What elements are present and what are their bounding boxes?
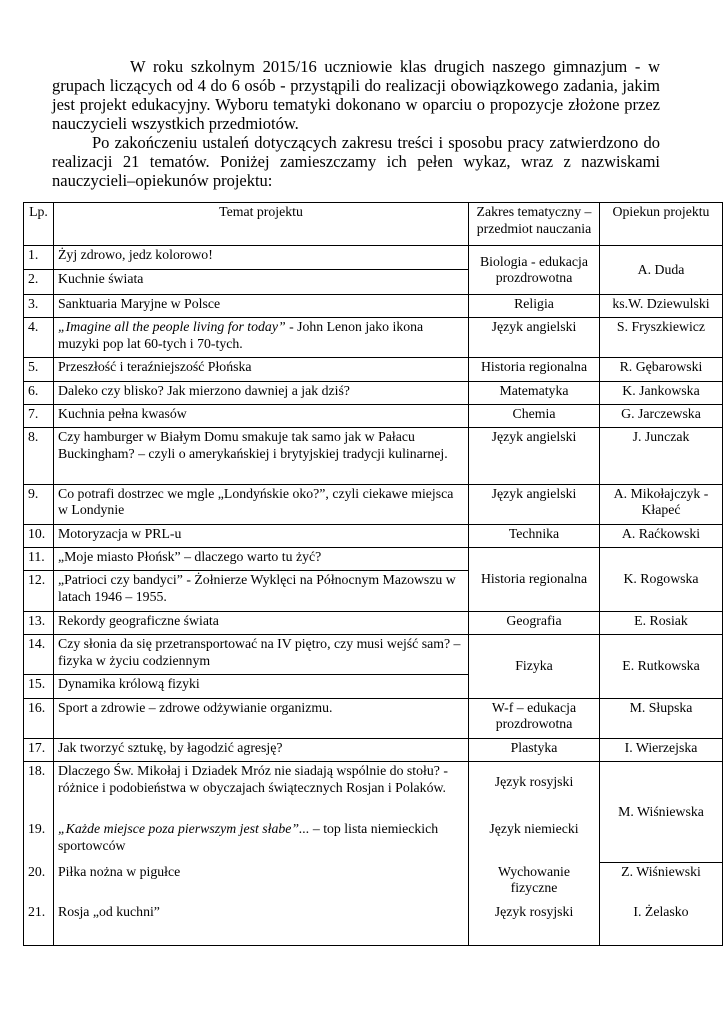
table-row (24, 381, 723, 404)
row-teacher: I. Żelasko (600, 903, 723, 945)
row-topic: „Moje miasto Płońsk” – dlaczego warto tu żyć? (54, 548, 469, 571)
row-topic: Przeszłość i teraźniejszość Płońska (54, 358, 469, 381)
intro-paragraph-2: Po zakończeniu ustaleń dotyczących zakresu treści i sposobu pracy zatwierdzono do realizacji 21 tematów. Poniżej zamieszczamy ich pełen wykaz, wraz z nazwiskami nauczycieli–opiekunów projektu: (52, 133, 660, 190)
table-row (24, 611, 723, 634)
row-lp: 9. (24, 484, 54, 524)
row-lp: 10. (24, 525, 54, 548)
row-teacher: ks.W. Dziewulski (600, 294, 723, 317)
table-header-row (24, 203, 723, 246)
row-topic: Dynamika królową fizyki (54, 675, 469, 698)
row-topic-rest: - John Lenon jako ikona muzyki pop lat 60-tych i 70-tych. (58, 319, 424, 351)
row-subject: Matematyka (469, 381, 600, 404)
row-subject: Religia (469, 294, 600, 317)
row-lp: 8. (24, 428, 54, 485)
row-topic: „Patrioci czy bandyci” - Żołnierze Wyklęci na Północnym Mazowszu w latach 1946 – 1955. (54, 571, 469, 611)
row-topic: Motoryzacja w PRL-u (54, 525, 469, 548)
row-teacher: A. Mikołajczyk - Kłapeć (600, 484, 723, 524)
row-lp: 11. (24, 548, 54, 571)
row-topic-italic: „Imagine all the people living for today” (58, 319, 286, 335)
row-subject: Język angielski (469, 318, 600, 358)
table-row (24, 294, 723, 317)
row-lp: 13. (24, 611, 54, 634)
row-topic: Dlaczego Św. Mikołaj i Dziadek Mróz nie siadają wspólnie do stołu? - różnice i podobieństwa w obyczajach świątecznych Rosjan i Polaków. (54, 762, 469, 821)
row-lp: 17. (24, 739, 54, 762)
table-row (24, 484, 723, 524)
row-subject: Plastyka (469, 739, 600, 762)
row-teacher: K. Jankowska (600, 381, 723, 404)
row-lp: 21. (24, 903, 54, 945)
row-topic: Żyj zdrowo, jedz kolorowo! (54, 246, 469, 269)
row-subject: Fizyka (469, 635, 600, 699)
row-subject: Język rosyjski (469, 762, 600, 821)
table-row (24, 358, 723, 381)
row-topic: Czy słonia da się przetransportować na IV piętro, czy musi wejść sam? – fizyka w życiu codziennym (54, 635, 469, 675)
table-row (24, 635, 723, 675)
row-subject: Technika (469, 525, 600, 548)
row-topic-italic: „Każde miejsce poza pierwszym jest słabe”... (58, 821, 310, 837)
table-row (24, 548, 723, 571)
row-lp: 12. (24, 571, 54, 611)
row-teacher: G. Jarczewska (600, 404, 723, 427)
row-topic: Rekordy geograficzne świata (54, 611, 469, 634)
row-topic: Kuchnia pełna kwasów (54, 404, 469, 427)
table-row (24, 762, 723, 821)
header-topic: Temat projektu (54, 203, 469, 246)
row-lp: 18. (24, 762, 54, 821)
row-subject: Chemia (469, 404, 600, 427)
row-lp: 4. (24, 318, 54, 358)
row-subject: Geografia (469, 611, 600, 634)
intro-paragraph-1: W roku szkolnym 2015/16 uczniowie klas drugich naszego gimnazjum - w grupach liczących od 4 do 6 osób - przystąpili do realizacji obowiązkowego zadania, jakim jest projekt edukacyjny. Wyboru tematyki dokonano w oparciu o propozycje złożone przez nauczycieli wszystkich przedmiotów. (52, 57, 660, 133)
row-topic (54, 318, 469, 358)
row-lp: 14. (24, 635, 54, 675)
row-topic-rest: – top lista niemieckich sportowców (58, 821, 439, 853)
row-topic: Rosja „od kuchni” (54, 903, 469, 945)
row-topic: Sanktuaria Maryjne w Polsce (54, 294, 469, 317)
row-teacher: A. Duda (600, 246, 723, 294)
row-lp: 19. (24, 820, 54, 862)
row-lp: 5. (24, 358, 54, 381)
header-lp: Lp. (24, 203, 54, 246)
table-row (24, 903, 723, 945)
row-topic: Kuchnie świata (54, 269, 469, 294)
row-teacher: I. Wierzejska (600, 739, 723, 762)
row-lp: 20. (24, 863, 54, 903)
row-topic: Sport a zdrowie – zdrowe odżywianie organizmu. (54, 698, 469, 738)
row-subject: W-f – edukacja prozdrowotna (469, 698, 600, 738)
row-subject: Historia regionalna (469, 548, 600, 612)
row-lp: 3. (24, 294, 54, 317)
row-teacher: M. Wiśniewska (600, 762, 723, 863)
projects-table (23, 202, 723, 946)
table-row (24, 698, 723, 738)
row-lp: 2. (24, 269, 54, 294)
row-topic: Co potrafi dostrzec we mgle „Londyńskie oko?”, czyli ciekawe miejsca w Londynie (54, 484, 469, 524)
row-topic: Czy hamburger w Białym Domu smakuje tak samo jak w Pałacu Buckingham? – czyli o amerykańskiej i brytyjskiej tradycji kulinarnej. (54, 428, 469, 485)
row-topic (54, 820, 469, 862)
row-topic: Daleko czy blisko? Jak mierzono dawniej a jak dziś? (54, 381, 469, 404)
row-lp: 1. (24, 246, 54, 269)
row-teacher: M. Słupska (600, 698, 723, 738)
row-teacher: Z. Wiśniewski (600, 863, 723, 903)
row-teacher: J. Junczak (600, 428, 723, 485)
row-subject: Historia regionalna (469, 358, 600, 381)
header-subject: Zakres tematyczny – przedmiot nauczania (469, 203, 600, 246)
table-row (24, 428, 723, 485)
projects-table-wrapper (23, 202, 722, 946)
row-subject: Wychowanie fizyczne (469, 863, 600, 903)
intro-text (52, 57, 660, 190)
row-subject: Biologia - edukacja prozdrowotna (469, 246, 600, 294)
row-teacher: R. Gębarowski (600, 358, 723, 381)
table-row (24, 525, 723, 548)
table-row (24, 863, 723, 903)
row-topic: Piłka nożna w pigułce (54, 863, 469, 903)
table-row (24, 318, 723, 358)
table-row (24, 246, 723, 269)
row-teacher: E. Rosiak (600, 611, 723, 634)
row-teacher: E. Rutkowska (600, 635, 723, 699)
row-teacher: S. Fryszkiewicz (600, 318, 723, 358)
row-subject: Język rosyjski (469, 903, 600, 945)
row-lp: 16. (24, 698, 54, 738)
row-lp: 7. (24, 404, 54, 427)
row-teacher: A. Raćkowski (600, 525, 723, 548)
table-row (24, 739, 723, 762)
row-teacher: K. Rogowska (600, 548, 723, 612)
row-topic: Jak tworzyć sztukę, by łagodzić agresję? (54, 739, 469, 762)
row-subject: Język angielski (469, 428, 600, 485)
row-lp: 15. (24, 675, 54, 698)
row-lp: 6. (24, 381, 54, 404)
row-subject: Język niemiecki (469, 820, 600, 862)
row-subject: Język angielski (469, 484, 600, 524)
header-teacher: Opiekun projektu (600, 203, 723, 246)
table-row (24, 404, 723, 427)
